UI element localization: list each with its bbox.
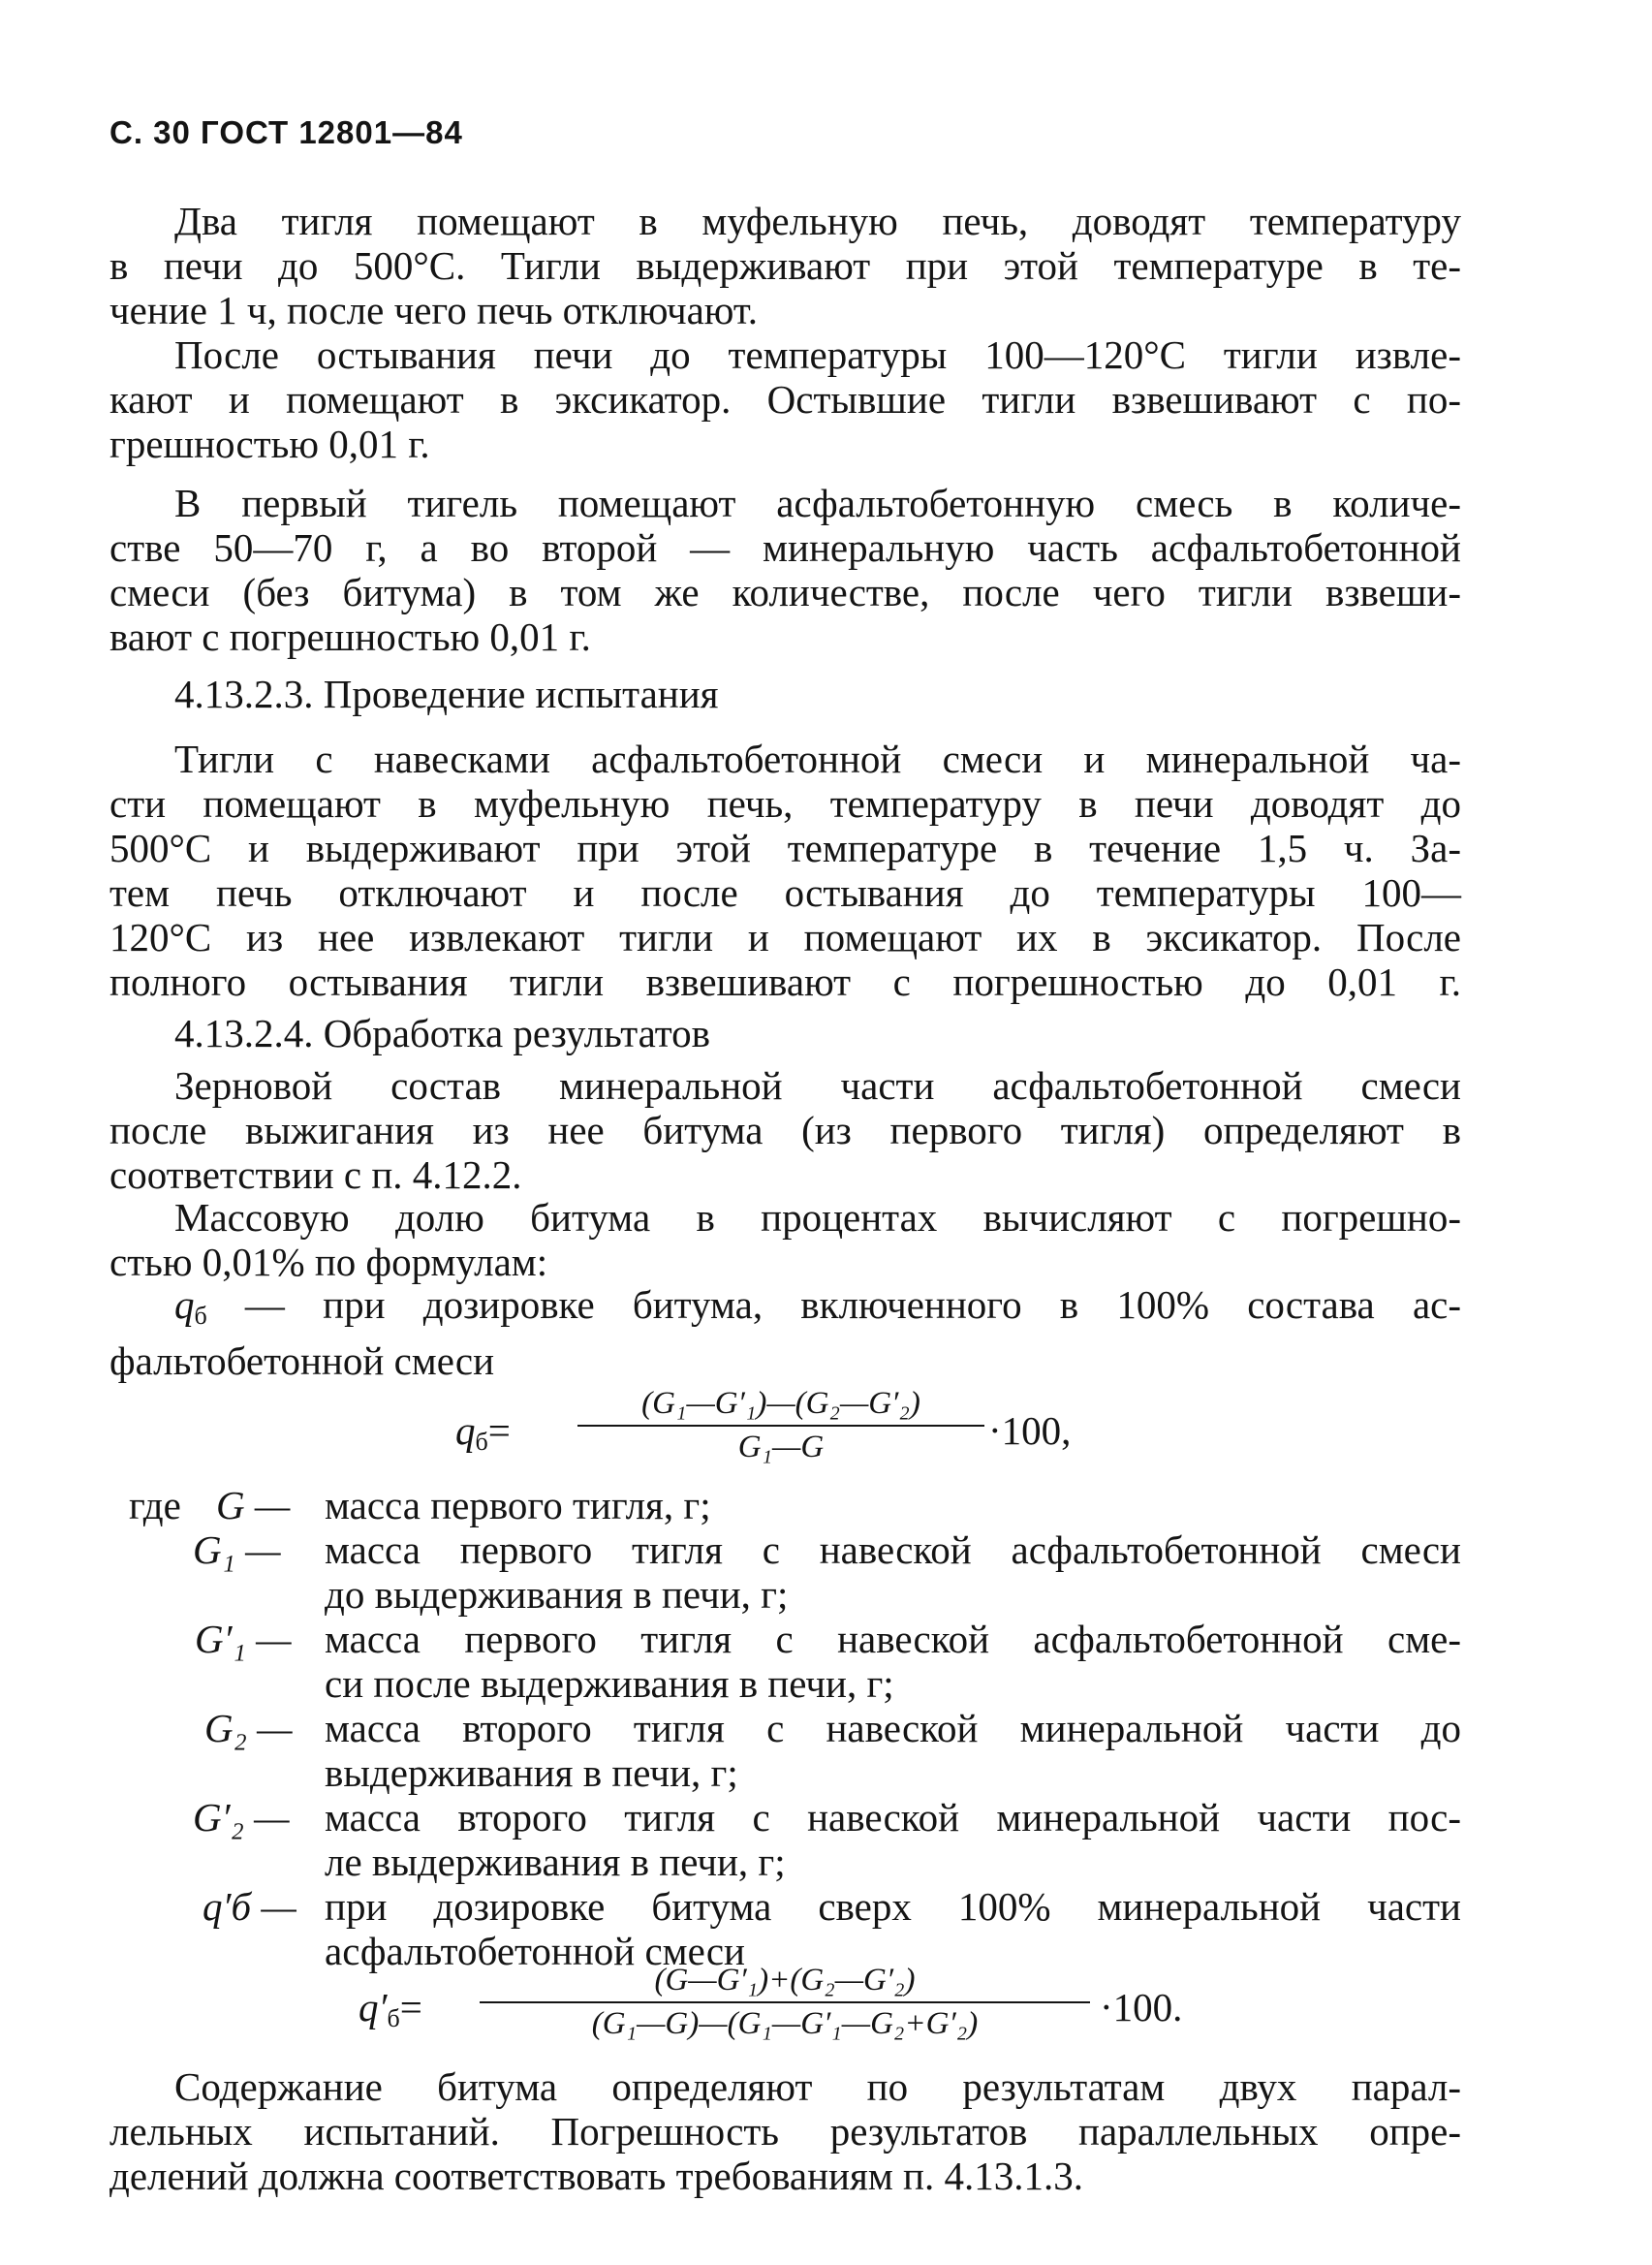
definition-symbol: G₁ — <box>193 1527 281 1572</box>
text-line: соответствии с п. 4.12.2. <box>109 1152 522 1197</box>
formula-tail: ·100, <box>988 1408 1072 1453</box>
definition-row <box>109 1706 1461 1795</box>
text-line: в печи до 500°С. Тигли выдерживают при этой температуре в те- <box>109 243 1461 288</box>
formula-tail: ·100. <box>1100 1985 1183 2029</box>
text-line: 500°С и выдерживают при этой температуре в течение 1,5 ч. За- <box>109 826 1461 870</box>
heading-text: 4.13.2.3. Проведение испытания <box>174 672 719 716</box>
definition-symbol: G′₂ — <box>193 1795 290 1840</box>
definition-row <box>109 1884 1461 1973</box>
definition-text <box>325 1795 1461 1884</box>
formula-equals: = <box>399 1985 422 2029</box>
definition-row <box>109 1527 1461 1617</box>
text-line: масса второго тигля с навеской минеральной части пос- <box>325 1795 1461 1840</box>
formula-numerator: (G—G′₁)+(G₂—G′₂) <box>654 1963 916 1998</box>
symbol-q: q <box>174 1282 195 1327</box>
definition-text <box>325 1706 1461 1795</box>
text-line: выдерживания в печи, г; <box>325 1750 738 1795</box>
text-line: масса первого тигля, г; <box>325 1483 711 1527</box>
text-line: стью 0,01% по формулам: <box>109 1240 548 1284</box>
text-line: грешностью 0,01 г. <box>109 422 430 466</box>
text-line: фальтобетонной смеси <box>109 1338 495 1383</box>
definition-symbol: G — <box>216 1483 291 1527</box>
symbol-subscript: б <box>194 1302 207 1330</box>
text-line: лельных испытаний. Погрешность результатов параллельных опре- <box>109 2109 1461 2154</box>
section-heading-4-13-2-3 <box>109 672 1461 716</box>
text-line: масса первого тигля с навеской асфальтобетонной сме- <box>325 1617 1461 1661</box>
text-fragment: — при дозировке битума, включенного в 100% состава ас- <box>206 1282 1461 1327</box>
text-line: сти помещают в муфельную печь, температуру в печи доводят до <box>109 781 1461 826</box>
definitions-list <box>109 1483 1461 1973</box>
definition-symbol: G′₁ — <box>195 1617 292 1661</box>
text-line: Содержание битума определяют по результатам двух парал- <box>174 2064 1461 2109</box>
definition-text <box>325 1884 1461 1973</box>
definition-row <box>109 1617 1461 1706</box>
text-line: си после выдерживания в печи, г; <box>325 1661 894 1706</box>
text-line: асфальтобетонной смеси <box>325 1929 745 1973</box>
text-line: полного остывания тигли взвешивают с погрешностью до 0,01 г. <box>109 959 1461 1004</box>
text-line: стве 50—70 г, а во второй — минеральную часть асфальтобетонной <box>109 525 1461 570</box>
text-line: Два тигля помещают в муфельную печь, доводят температуру <box>174 199 1461 243</box>
text-line: Зерновой состав минеральной части асфальтобетонной смеси <box>174 1063 1461 1108</box>
text-line <box>109 1282 1461 1338</box>
text-line: 120°С из нее извлекают тигли и помещают их в эксикатор. После <box>109 915 1461 959</box>
text-line: масса первого тигля с навеской асфальтобетонной смеси <box>325 1527 1461 1572</box>
text-line: В первый тигель помещают асфальтобетонную смесь в количе- <box>174 481 1461 525</box>
paragraph-4 <box>109 737 1461 1004</box>
heading-text: 4.13.2.4. Обработка результатов <box>174 1011 711 1055</box>
paragraph-8 <box>109 2064 1461 2198</box>
definition-text <box>325 1527 1461 1617</box>
paragraph-6 <box>109 1195 1461 1284</box>
fraction-bar <box>577 1425 984 1427</box>
paragraph-7 <box>109 1282 1461 1383</box>
formula-denominator: G₁—G <box>737 1430 825 1464</box>
text-line: масса второго тигля с навеской минеральной части до <box>325 1706 1461 1750</box>
formula-equals: = <box>487 1408 511 1453</box>
formula-lhs <box>455 1407 511 1457</box>
formula-fraction <box>577 1386 984 1465</box>
definition-row <box>109 1795 1461 1884</box>
formula-lhs-symbol: q′ <box>358 1985 388 2029</box>
formula-lhs-subscript: б <box>475 1428 488 1456</box>
definition-text <box>325 1483 1461 1527</box>
formula-2 <box>358 1963 1231 2050</box>
definition-text <box>325 1617 1461 1706</box>
paragraph-1 <box>109 199 1461 332</box>
text-line: смеси (без битума) в том же количестве, после чего тигли взвеши- <box>109 570 1461 614</box>
text-line: при дозировке битума сверх 100% минеральной части <box>325 1884 1461 1929</box>
text-line: делений должна соответствовать требованиям п. 4.13.1.3. <box>109 2154 1083 2198</box>
paragraph-3 <box>109 481 1461 659</box>
defs-intro: где <box>129 1483 181 1527</box>
text-line: чение 1 ч, после чего печь отключают. <box>109 288 758 332</box>
definition-row <box>109 1483 1461 1527</box>
formula-lhs-subscript: б <box>387 2004 400 2032</box>
text-line: кают и помещают в эксикатор. Остывшие тигли взвешивают с по- <box>109 377 1461 422</box>
definition-symbol: q′б — <box>203 1884 296 1929</box>
page-header: С. 30 ГОСТ 12801—84 <box>109 114 463 150</box>
formula-numerator: (G₁—G′₁)—(G₂—G′₂) <box>641 1386 920 1421</box>
text-line: вают с погрешностью 0,01 г. <box>109 614 591 659</box>
formula-lhs-symbol: q <box>455 1408 476 1453</box>
formula-1 <box>455 1386 1134 1473</box>
text-line: Массовую долю битума в процентах вычисляют с погрешно- <box>174 1195 1461 1240</box>
paragraph-5 <box>109 1063 1461 1197</box>
paragraph-2 <box>109 332 1461 466</box>
text-line: тем печь отключают и после остывания до температуры 100— <box>109 870 1461 915</box>
text-line: до выдерживания в печи, г; <box>325 1572 789 1617</box>
text-line: Тигли с навесками асфальтобетонной смеси и минеральной ча- <box>174 737 1461 781</box>
text-line: ле выдерживания в печи, г; <box>325 1840 786 1884</box>
formula-denominator: (G₁—G)—(G₁—G′₁—G₂+G′₂) <box>591 2006 979 2041</box>
fraction-bar <box>480 2001 1090 2003</box>
section-heading-4-13-2-4 <box>109 1011 1461 1055</box>
text-line: После остывания печи до температуры 100—120°С тигли извле- <box>174 332 1461 377</box>
definition-symbol: G₂ — <box>204 1706 293 1750</box>
text-line: после выжигания из нее битума (из первого тигля) определяют в <box>109 1108 1461 1152</box>
formula-fraction <box>480 1963 1090 2042</box>
formula-lhs <box>358 1984 422 2033</box>
